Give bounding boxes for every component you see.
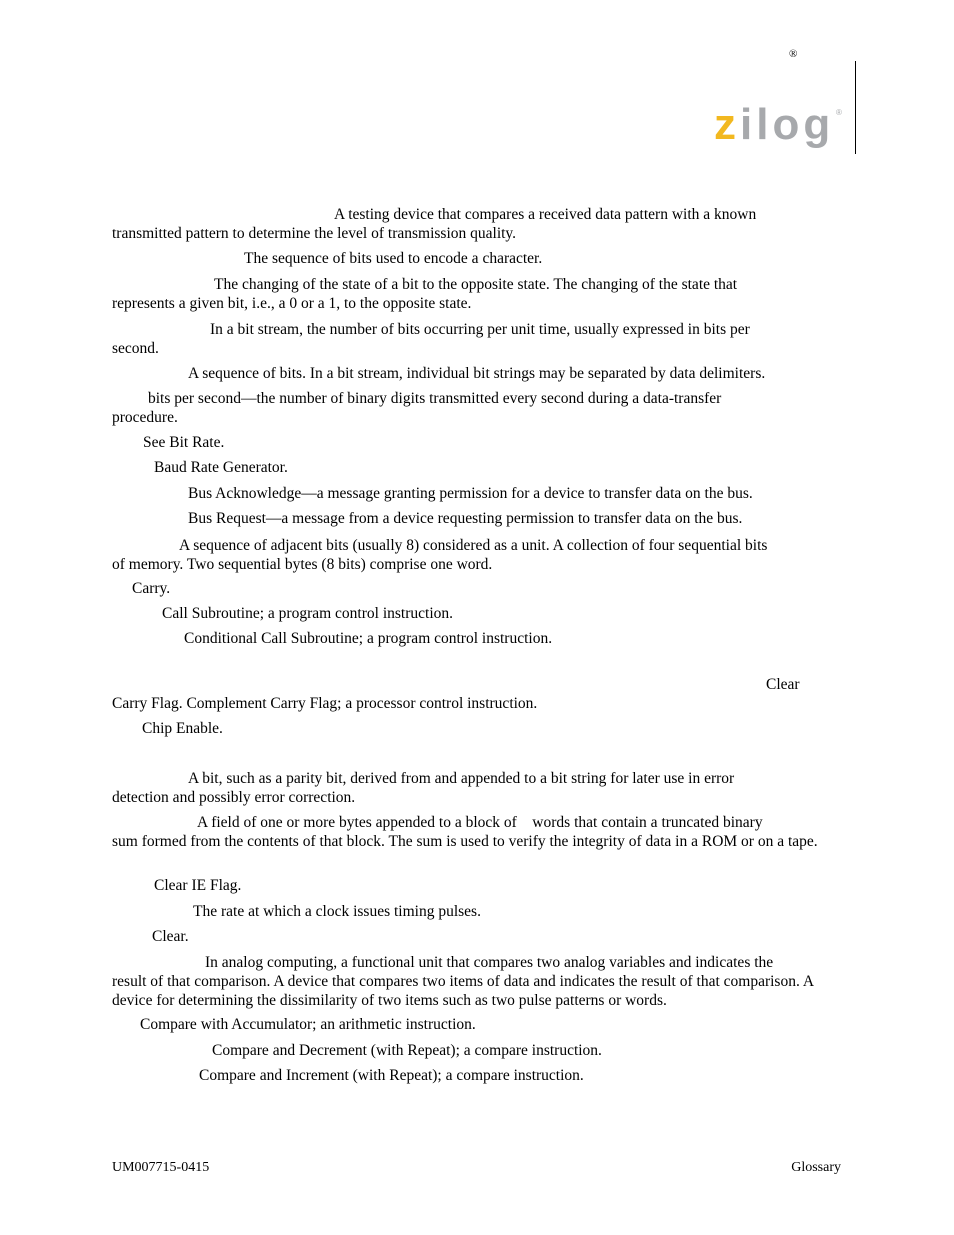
entry-definition-first-line: Bus Request—a message from a device requesting permission to transfer data on the bus.	[188, 510, 743, 527]
footer-document-id: UM007715-0415	[112, 1160, 210, 1175]
glossary-entry	[112, 433, 844, 452]
glossary-entry	[112, 675, 844, 713]
footer-section-name: Glossary	[791, 1160, 841, 1175]
entry-definition-first-line: In a bit stream, the number of bits occurring per unit time, usually expressed in bits per	[210, 321, 750, 338]
entry-definition-first-line: Call Subroutine; a program control instruction.	[162, 605, 454, 622]
glossary-entry	[112, 536, 844, 574]
entry-definition-first-line: Clear IE Flag.	[154, 877, 242, 894]
entry-definition-continuation: sum formed from the contents of that block. The sum is used to verify the integrity of data in a ROM or on a tape.	[112, 833, 818, 850]
glossary-entry	[112, 205, 844, 243]
glossary-entry	[112, 249, 844, 268]
glossary-entry	[112, 769, 844, 807]
entry-definition-first-line: Bus Acknowledge—a message granting permission for a device to transfer data on the bus.	[188, 485, 753, 502]
glossary-entry	[112, 953, 844, 1010]
glossary-entry	[112, 876, 844, 895]
entry-definition-continuation: second.	[112, 340, 159, 357]
glossary-entry	[112, 902, 844, 921]
entry-definition-first-line: The sequence of bits used to encode a character.	[244, 250, 543, 267]
entry-definition-first-line: The changing of the state of a bit to the opposite state. The changing of the state that	[214, 276, 738, 293]
entry-definition-first-line: Clear	[766, 676, 800, 693]
entry-definition-first-line: A sequence of bits. In a bit stream, individual bit strings may be separated by data delimiters.	[188, 365, 766, 382]
entry-definition-continuation: detection and possibly error correction.	[112, 789, 356, 806]
entry-definition-continuation: of memory. Two sequential bytes (8 bits) comprise one word.	[112, 556, 493, 573]
entry-definition-first-line: A testing device that compares a received data pattern with a known	[334, 206, 757, 223]
glossary-entry	[112, 389, 844, 427]
glossary-entry	[112, 458, 844, 477]
glossary-entry	[112, 604, 844, 623]
entry-definition-first-line: Baud Rate Generator.	[154, 459, 288, 476]
header-divider	[855, 61, 856, 154]
entry-definition-first-line: bits per second—the number of binary digits transmitted every second during a data-transfer	[148, 390, 722, 407]
glossary-entry	[112, 484, 844, 503]
glossary-entry	[112, 275, 844, 313]
entry-definition-first-line: The rate at which a clock issues timing pulses.	[193, 903, 481, 920]
glossary-entry	[112, 320, 844, 358]
svg-text:zilog: zilog	[714, 101, 835, 149]
entry-definition-first-line: A field of one or more bytes appended to a block of words that contain a truncated binary	[197, 814, 763, 831]
entry-definition-continuation: Carry Flag. Complement Carry Flag; a processor control instruction.	[112, 695, 538, 712]
zilog-logo	[714, 101, 849, 159]
glossary-entry	[112, 1041, 844, 1060]
entry-definition-first-line: Chip Enable.	[142, 720, 223, 737]
entry-definition-first-line: Clear.	[152, 928, 189, 945]
glossary-entry	[112, 813, 844, 851]
glossary-entry	[112, 364, 844, 383]
entry-definition-continuation: transmitted pattern to determine the level of transmission quality.	[112, 225, 517, 242]
entry-definition-first-line: Compare and Increment (with Repeat); a compare instruction.	[199, 1067, 584, 1084]
entry-definition-first-line: Conditional Call Subroutine; a program control instruction.	[184, 630, 553, 647]
glossary-entry	[112, 629, 844, 648]
entry-definition-first-line: A sequence of adjacent bits (usually 8) considered as a unit. A collection of four sequential bits	[179, 537, 768, 554]
entry-definition-first-line: A bit, such as a parity bit, derived from and appended to a bit string for later use in error	[188, 770, 735, 787]
entry-definition-continuation: result of that comparison. A device that compares two items of data and indicates the result of that comparison. A device for determining the dissimilarity of two items such as two pulse patterns or words.	[112, 973, 814, 1009]
svg-text:®: ®	[836, 108, 842, 117]
glossary-entry	[112, 927, 844, 946]
entry-definition-continuation: represents a given bit, i.e., a 0 or a 1, to the opposite state.	[112, 295, 472, 312]
entry-definition-first-line: In analog computing, a functional unit that compares two analog variables and indicates the	[205, 954, 774, 971]
glossary-entry	[112, 719, 844, 738]
glossary-entry	[112, 1066, 844, 1085]
glossary-entry	[112, 509, 844, 528]
entry-definition-first-line: Compare and Decrement (with Repeat); a compare instruction.	[212, 1042, 602, 1059]
entry-definition-first-line: See Bit Rate.	[143, 434, 225, 451]
entry-definition-first-line: Compare with Accumulator; an arithmetic instruction.	[140, 1016, 476, 1033]
registered-mark: ®	[789, 48, 798, 60]
glossary-entry	[112, 1015, 844, 1034]
entry-definition-continuation: procedure.	[112, 409, 178, 426]
entry-definition-first-line: Carry.	[132, 580, 171, 597]
glossary-entry	[112, 579, 844, 598]
